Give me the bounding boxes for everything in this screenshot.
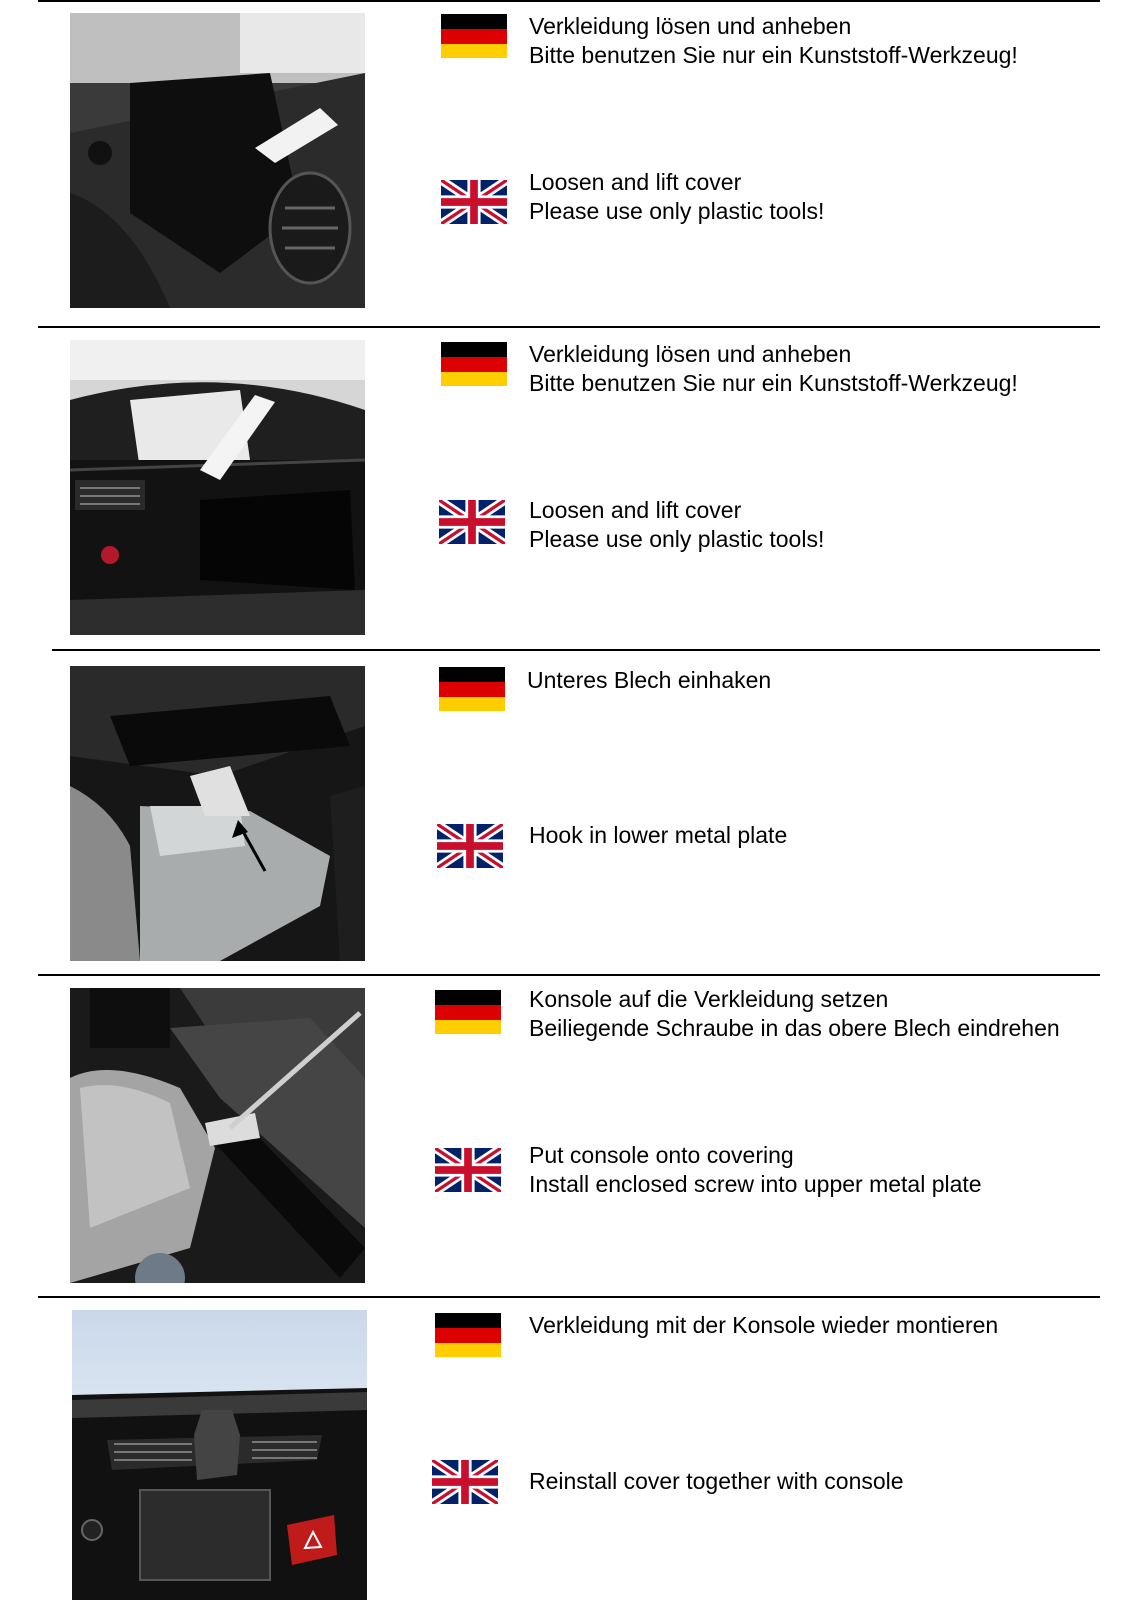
german-flag-icon — [441, 14, 507, 58]
step-3-german-text — [527, 666, 771, 695]
uk-flag-icon — [437, 824, 503, 868]
instruction-line: Loosen and lift cover — [529, 169, 742, 195]
step-5-german-text — [529, 1311, 998, 1340]
instruction-line: Bitte benutzen Sie nur ein Kunststoff-Werkzeug! — [529, 42, 1018, 68]
step-5-english-text — [529, 1467, 904, 1496]
german-flag-icon — [435, 990, 501, 1034]
instruction-line: Beiliegende Schraube in das obere Blech eindrehen — [529, 1015, 1060, 1041]
instruction-line: Reinstall cover together with console — [529, 1468, 904, 1494]
german-flag-icon — [435, 1313, 501, 1357]
separator-line — [38, 974, 1100, 976]
separator-line — [38, 1296, 1100, 1298]
step-photo-dashboard-vent — [70, 13, 365, 308]
separator-line — [38, 326, 1100, 328]
instruction-line: Verkleidung mit der Konsole wieder montieren — [529, 1312, 999, 1338]
step-4-german-text — [529, 985, 1060, 1043]
uk-flag-icon — [435, 1148, 501, 1192]
separator-line — [52, 649, 1100, 651]
instruction-line: Konsole auf die Verkleidung setzen — [529, 986, 889, 1012]
instruction-line: Hook in lower metal plate — [529, 822, 788, 848]
step-photo-dashboard-cover — [70, 340, 365, 635]
instruction-line: Bitte benutzen Sie nur ein Kunststoff-Werkzeug! — [529, 370, 1018, 396]
instruction-line: Put console onto covering — [529, 1142, 794, 1168]
step-1-english-text — [529, 168, 824, 226]
instruction-line: Please use only plastic tools! — [529, 526, 825, 552]
instruction-line: Unteres Blech einhaken — [527, 667, 772, 693]
separator-line — [38, 0, 1100, 2]
step-photo-console-screw — [70, 988, 365, 1283]
instruction-line: Verkleidung lösen und anheben — [529, 341, 852, 367]
step-1-german-text — [529, 12, 1018, 70]
step-photo-reinstalled-console — [72, 1310, 367, 1600]
instruction-line: Verkleidung lösen und anheben — [529, 13, 852, 39]
step-photo-lower-metal-plate — [70, 666, 365, 961]
instruction-line: Install enclosed screw into upper metal plate — [529, 1171, 982, 1197]
german-flag-icon — [439, 667, 505, 711]
step-3-english-text — [529, 821, 787, 850]
german-flag-icon — [441, 342, 507, 386]
step-2-german-text — [529, 340, 1018, 398]
instruction-line: Loosen and lift cover — [529, 497, 742, 523]
step-4-english-text — [529, 1141, 982, 1199]
uk-flag-icon — [439, 500, 505, 544]
uk-flag-icon — [441, 180, 507, 224]
uk-flag-icon — [432, 1460, 498, 1504]
instruction-line: Please use only plastic tools! — [529, 198, 825, 224]
step-2-english-text — [529, 496, 824, 554]
